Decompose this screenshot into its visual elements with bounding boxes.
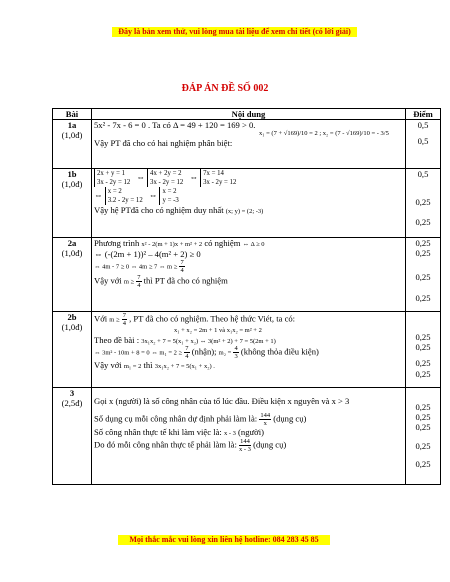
content-cell: 2x + y = 1 3x - 2y = 12 ⇔ 4x + 2y = 2 3x - 2y = 12 ⇔ 7x = 14 3x - 2y = 12 ⇔ x = 2 3.2 - 2y = 12 ⇔ x = 2 y = -3 Vậy hệ PTđã cho có nghiệm duy nhất (x; y) = (2; -3) [92, 169, 406, 238]
score-cell [406, 238, 441, 312]
score: 0,25 [415, 440, 431, 451]
score: 0,25 [415, 272, 431, 283]
question-cell [53, 388, 92, 485]
fraction: $\frac{7}{4}$ [180, 258, 184, 274]
table-header-row [53, 109, 441, 120]
equation-system: x = 2 y = -3 [159, 187, 178, 205]
content-line: 5x² - 7x - 6 = 0 . Ta có Δ = 49 + 120 = 169 > 0. [94, 120, 256, 131]
score-cell [406, 169, 441, 238]
question-number: 2a [67, 238, 77, 249]
vieta-relations: x₁ + x₂ = 2m + 1 và x₁x₂ = m² + 2 [174, 327, 262, 335]
equation-system: 7x = 14 3x - 2y = 12 [200, 169, 236, 187]
content-line: x₁ = (7 + √169)/10 = 2 ; x₂ = (7 - √169)/10 = - 3/5 [259, 130, 389, 138]
content-cell [92, 120, 406, 169]
question-number: 2b [67, 312, 77, 323]
score: 0,25 [415, 412, 431, 423]
question-cell [53, 120, 92, 169]
score: 0,25 [415, 217, 431, 228]
question-points: (1,0đ) [61, 248, 83, 259]
content-line: ⇔ (-(2m + 1))² – 4(m² + 2) ≥ 0 [94, 248, 201, 259]
table-row [53, 312, 441, 388]
fraction: $\frac{7}{4}$ [137, 273, 141, 289]
score: 0,25 [415, 238, 431, 249]
question-points: (1,0đ) [61, 130, 83, 141]
solution-pair: (x; y) = (2; -3) [225, 208, 264, 216]
header-noi-dung: Nội dung [92, 109, 406, 120]
score: 0,5 [417, 136, 429, 147]
score: 0,5 [417, 120, 429, 131]
score: 0,5 [417, 169, 429, 180]
score: 0,25 [415, 248, 431, 259]
question-points: (1,0đ) [61, 322, 83, 333]
preview-notice-banner: Đây là bản xem thử, vui lòng mua tài liệu để xem chi tiết (có lời giải) [112, 27, 357, 37]
score: 0,25 [415, 422, 431, 433]
content-line: Vậy PT đã cho có hai nghiệm phân biệt: [94, 137, 233, 148]
question-points: (2,5đ) [61, 398, 83, 409]
equation-system: 4x + 2y = 2 3x - 2y = 12 [147, 169, 183, 187]
score: 0,25 [415, 368, 431, 379]
table-row [53, 169, 441, 238]
question-cell [53, 238, 92, 312]
fraction: $\frac{144}{x}$ [260, 412, 271, 428]
content-line: Vậy hệ PTđã cho có nghiệm duy nhất [94, 205, 224, 216]
score: 0,25 [415, 458, 431, 469]
page-title: ĐÁP ÁN ĐỀ SỐ 002 [181, 83, 269, 94]
score: 0,25 [415, 402, 431, 413]
score-cell [406, 388, 441, 485]
table-row [53, 120, 441, 169]
answer-table [52, 108, 441, 485]
score: 0,25 [415, 332, 431, 343]
table-row [53, 388, 441, 485]
hotline-banner: Mọi thắc mắc vui lòng xin liên hệ hotline: 084 283 45 85 [118, 535, 330, 545]
fraction: $\frac{144}{x - 3}$ [239, 437, 251, 453]
equation-system: 2x + y = 1 3x - 2y = 12 [94, 169, 130, 187]
content-cell: Phương trình x² - 2(m + 1)x + m² + 2 có nghiệm ⇔ Δ ≥ 0 ⇔ (-(2m + 1))² – 4(m² + 2) ≥ 0 ⇔ 4m - 7 ≥ 0 ⇔ 4m ≥ 7 ⇔ m ≥ $\frac{7}{4}$ Vậy với m ≥ $\frac{7}{4}$ thì PT đã cho có nghiệm [92, 238, 406, 312]
fraction: $\frac{4}{3}$ [234, 345, 238, 361]
question-number: 1b [67, 169, 77, 180]
header-bai: Bài [53, 109, 92, 120]
table-row [53, 238, 441, 312]
content-cell: Gọi x (người) là số công nhân của tổ lúc đầu. Điều kiện x nguyên và x > 3 Số dụng cụ mỗi công nhân dự định phải làm là: $\frac{144}{x}$ (dụng cụ) Số công nhân thực tế khi làm việc là: x - 3 (người) Do đó mỗi công nhân thực tế phải làm là: $\frac{144}{x - 3}$ (dụng cụ) [92, 388, 406, 485]
question-points: (1,0đ) [61, 179, 83, 190]
question-cell [53, 312, 92, 388]
question-number: 1a [67, 120, 77, 131]
fraction: $\frac{7}{4}$ [185, 345, 189, 361]
content-line: Gọi x (người) là số công nhân của tổ lúc đầu. Điều kiện x nguyên và x > 3 [94, 396, 350, 407]
question-cell [53, 169, 92, 238]
score-cell [406, 312, 441, 388]
fraction: $\frac{7}{4}$ [122, 312, 126, 328]
score: 0,25 [415, 292, 431, 303]
score: 0,25 [415, 358, 431, 369]
content-cell: Với m ≥ $\frac{7}{4}$ , PT đã cho có nghiệm. Theo hệ thức Viét, ta có: x₁ + x₂ = 2m + 1 và x₁x₂ = m² + 2 Theo đề bài : 3x₁x₂ + 7 = 5(x₁ + x₂) ⇔ 3(m² + 2) + 7 = 5(2m + 1) ⇔ 3m² - 10m + 8 = 0 ⇔ m₁ = 2 ≥ $\frac{7}{4}$ (nhận); m₂ = $\frac{4}{3}$ (không thỏa điều kiện) Vậy với m₁ = 2 thì 3x₁x₂ + 7 = 5(x₁ + x₂) . [92, 312, 406, 388]
equation-system: x = 2 3.2 - 2y = 12 [105, 187, 143, 205]
score: 0,25 [415, 197, 431, 208]
score-cell [406, 120, 441, 169]
header-diem: Điểm [406, 109, 441, 120]
question-number: 3 [69, 388, 75, 399]
score: 0,25 [415, 342, 431, 353]
